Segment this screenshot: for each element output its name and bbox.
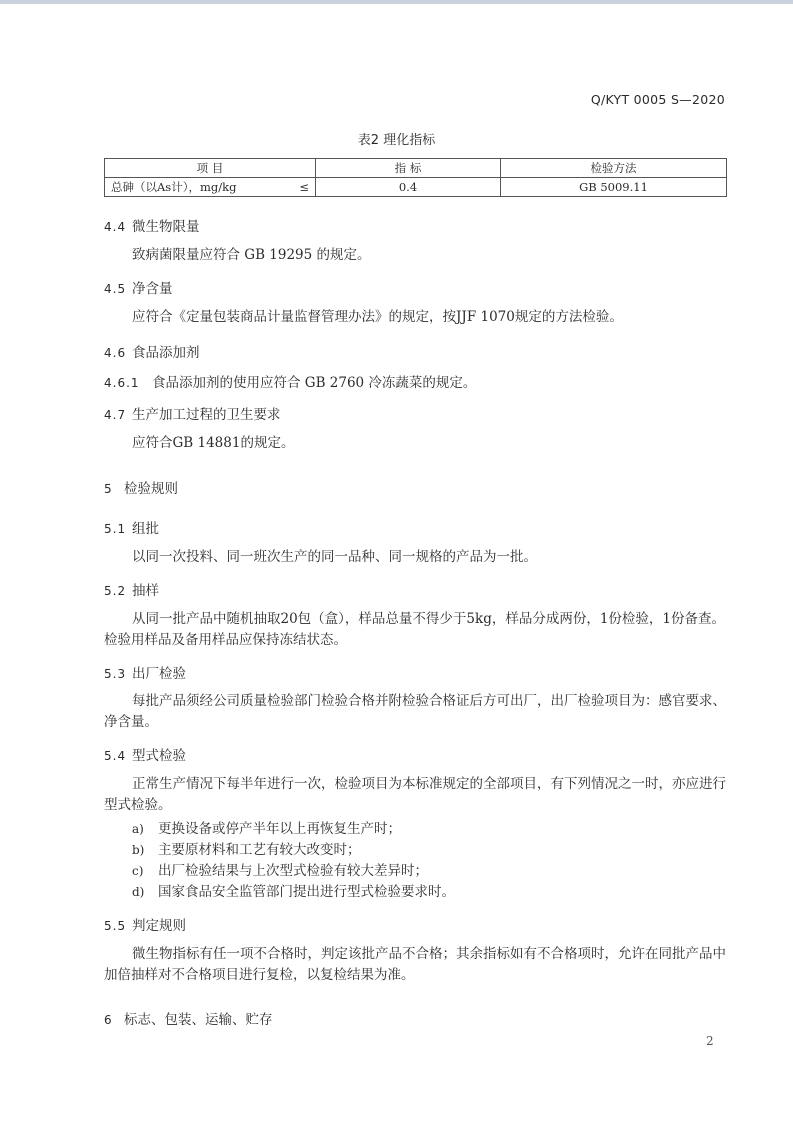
section-number: 5.1 — [104, 522, 127, 536]
table-cell-method: GB 5009.11 — [501, 178, 727, 197]
paragraph-4-7: 应符合GB 14881的规定。 — [132, 435, 295, 451]
section-title: 抽样 — [132, 583, 159, 599]
column-header-item: 项 目 — [105, 159, 316, 178]
page-number: 2 — [706, 1034, 714, 1048]
paragraph-5-1: 以同一次投料、同一班次生产的同一品种、同一规格的产品为一批。 — [132, 549, 537, 565]
clause-number: 4.6.1 — [104, 376, 140, 390]
section-title: 出厂检验 — [132, 666, 186, 682]
section-number: 5.3 — [104, 667, 127, 681]
table-caption: 表2 理化指标 — [357, 133, 436, 148]
chapter-number: 6 — [104, 1013, 113, 1027]
section-number: 5.2 — [104, 584, 127, 598]
scan-top-edge — [0, 0, 793, 4]
list-item — [132, 861, 428, 882]
paragraph-5-5: 微生物指标有任一项不合格时，判定该批产品不合格；其余指标如有不合格项时，允许在同批产品中加倍抽样对不合格项目进行复检，以复检结果为准。 — [104, 946, 726, 983]
column-header-method: 检验方法 — [501, 159, 727, 178]
chapter-title: 标志、包装、运输、贮存 — [124, 1012, 273, 1028]
list-label: c) — [132, 864, 144, 878]
list-text: 国家食品安全监管部门提出进行型式检验要求时。 — [158, 884, 455, 900]
table-cell-item — [105, 178, 316, 197]
section-heading-4-5 — [104, 277, 173, 297]
section-heading-4-7 — [104, 403, 281, 423]
table-row — [105, 178, 727, 197]
list-text: 主要原材料和工艺有较大改变时； — [158, 842, 361, 858]
physicochemical-table — [104, 158, 727, 197]
section-heading-5-5 — [104, 914, 186, 934]
section-number: 4.6 — [104, 346, 127, 360]
list-label: a) — [132, 822, 144, 836]
section-title: 生产加工过程的卫生要求 — [132, 407, 281, 423]
section-title: 型式检验 — [132, 748, 186, 764]
list-label: b) — [132, 843, 145, 857]
section-heading-5-4 — [104, 744, 186, 764]
section-number: 5.4 — [104, 749, 127, 763]
list-text: 更换设备或停产半年以上再恢复生产时； — [158, 821, 401, 837]
list-text: 出厂检验结果与上次型式检验有较大差异时； — [158, 863, 428, 879]
clause-4-6-1 — [104, 371, 476, 391]
section-number: 5.5 — [104, 919, 127, 933]
chapter-heading-6 — [104, 1008, 273, 1028]
document-code: Q/KYT 0005 S—2020 — [590, 92, 725, 107]
chapter-number: 5 — [104, 482, 113, 496]
section-title: 食品添加剂 — [132, 345, 200, 361]
section-title: 组批 — [132, 521, 159, 537]
table-cell-value: 0.4 — [316, 178, 501, 197]
table-header-row — [105, 159, 727, 178]
list-label: d) — [132, 885, 145, 899]
paragraph-5-3: 每批产品须经公司质量检验部门检验合格并附检验合格证后方可出厂，出厂检验项目为：感官要求、净含量。 — [104, 693, 726, 730]
section-heading-5-3 — [104, 662, 186, 682]
list-item — [132, 819, 401, 840]
paragraph-4-5: 应符合《定量包装商品计量监督管理办法》的规定，按JJF 1070规定的方法检验。 — [132, 309, 623, 325]
section-heading-4-6 — [104, 341, 200, 361]
section-heading-5-2 — [104, 579, 159, 599]
section-number: 4.4 — [104, 220, 127, 234]
chapter-title: 检验规则 — [124, 481, 178, 497]
paragraph-5-4: 正常生产情况下每半年进行一次，检验项目为本标准规定的全部项目，有下列情况之一时，亦应进行型式检验。 — [104, 776, 726, 813]
list-item — [132, 882, 455, 903]
paragraph-4-4: 致病菌限量应符合 GB 19295 的规定。 — [132, 247, 371, 263]
clause-text: 食品添加剂的使用应符合 GB 2760 冷冻蔬菜的规定。 — [152, 375, 477, 391]
column-header-index: 指 标 — [316, 159, 501, 178]
section-title: 净含量 — [132, 281, 173, 297]
section-heading-4-4 — [104, 215, 200, 235]
chapter-heading-5 — [104, 477, 178, 497]
item-name: 总砷（以As计），mg/kg — [111, 180, 237, 194]
section-number: 4.5 — [104, 282, 127, 296]
section-title: 微生物限量 — [132, 219, 200, 235]
section-number: 4.7 — [104, 408, 127, 422]
less-equal-sign: ≤ — [299, 180, 309, 194]
paragraph-5-2: 从同一批产品中随机抽取20包（盒），样品总量不得少于5kg，样品分成两份，1份检验，1份备查。检验用样品及备用样品应保持冻结状态。 — [104, 611, 726, 648]
section-heading-5-1 — [104, 517, 159, 537]
section-title: 判定规则 — [132, 918, 186, 934]
list-item — [132, 840, 361, 861]
